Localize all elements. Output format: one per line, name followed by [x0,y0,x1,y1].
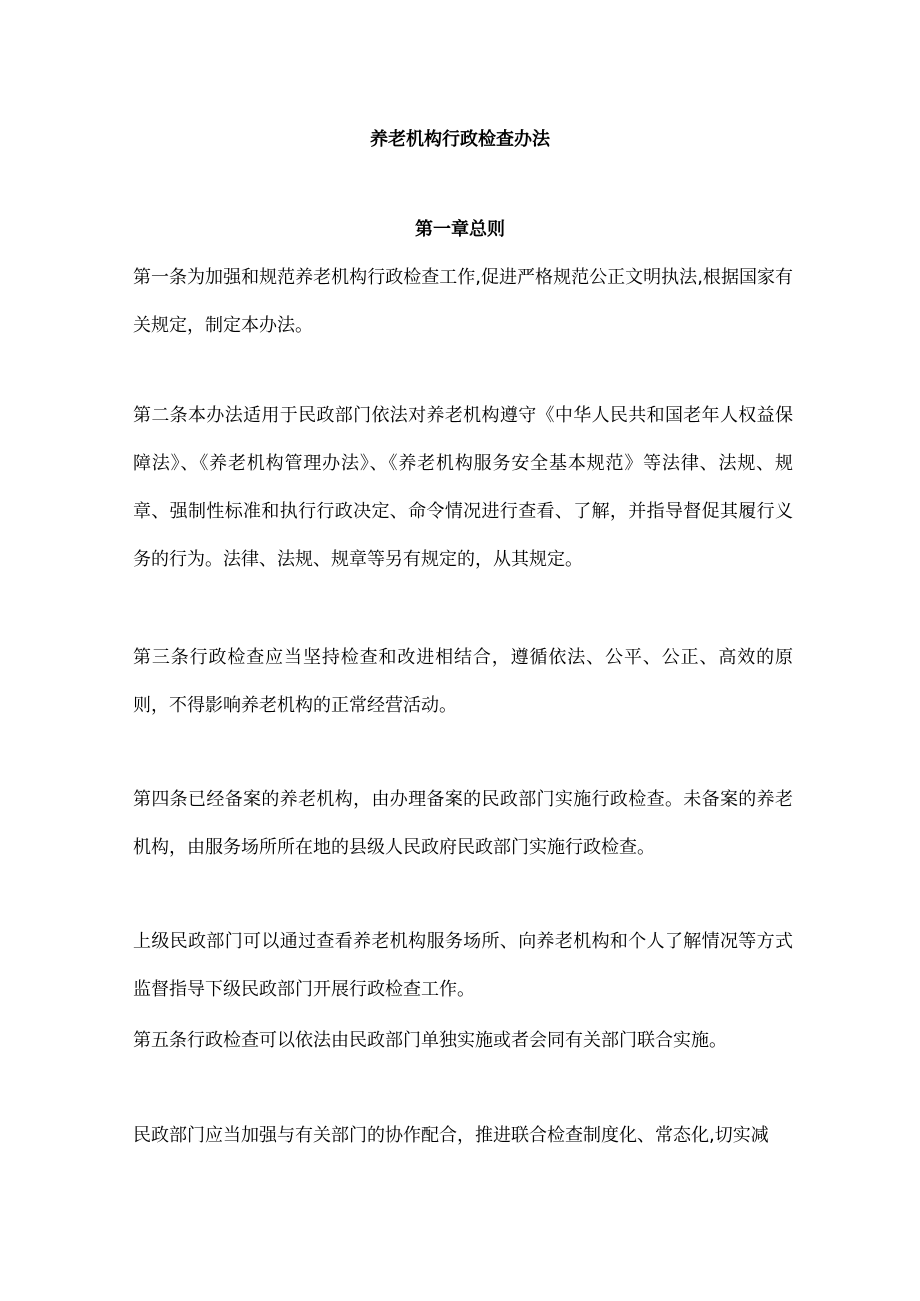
paragraph-article-3: 第三条行政检查应当坚持检查和改进相结合，遵循依法、公平、公正、高效的原则，不得影响养老机构的正常经营活动。 [133,647,793,716]
paragraph-article-5: 第五条行政检查可以依法由民政部门单独实施或者会同有关部门联合实施。 [133,1030,727,1051]
paragraph-article-1: 第一条为加强和规范养老机构行政检查工作,促进严格规范公正文明执法,根据国家有关规定，制定本办法。 [133,267,793,336]
chapter-title: 第一章总则 [415,219,505,240]
paragraph-article-4-supervision: 上级民政部门可以通过查看养老机构服务场所、向养老机构和个人了解情况等方式监督指导下级民政部门开展行政检查工作。 [133,931,793,1000]
paragraph-article-4: 第四条已经备案的养老机构，由办理备案的民政部门实施行政检查。未备案的养老机构，由服务场所所在地的县级人民政府民政部门实施行政检查。 [133,789,793,858]
document-title: 养老机构行政检查办法 [370,129,550,150]
paragraph-article-2: 第二条本办法适用于民政部门依法对养老机构遵守《中华人民共和国老年人权益保障法》、《养老机构管理办法》、《养老机构服务安全基本规范》等法律、法规、规章、强制性标准和执行行政决定、命令情况进行查看、了解，并指导督促其履行义务的行为。法律、法规、规章等另有规定的，从其规定。 [133,405,793,570]
paragraph-article-5-cooperation: 民政部门应当加强与有关部门的协作配合，推进联合检查制度化、常态化,切实减 [133,1125,769,1146]
